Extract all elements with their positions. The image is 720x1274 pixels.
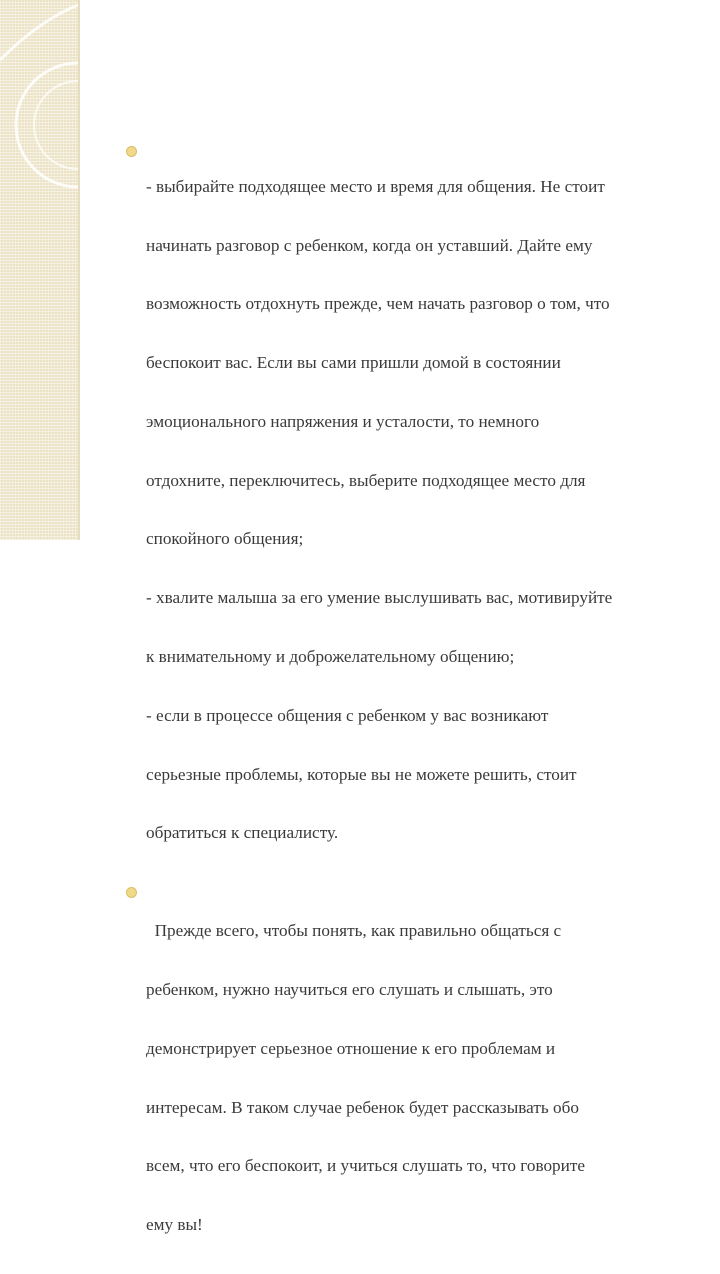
text-line: беспокоит вас. Если вы сами пришли домой в состоянии [146, 353, 561, 373]
text-line: - если в процессе общения с ребенком у вас возникают [146, 705, 549, 725]
text-line: демонстрирует серьезное отношение к его проблемам и [146, 1038, 556, 1058]
text-line: интересам. В таком случае ребенок будет рассказывать обо [146, 1097, 579, 1117]
text-line: спокойного общения; [146, 529, 304, 549]
text-line: начинать разговор с ребенком, когда он уставший. Дайте ему [146, 235, 593, 255]
text-line: возможность отдохнуть прежде, чем начать разговор о том, что [146, 294, 610, 314]
text-line: серьезные проблемы, которые вы не можете решить, стоит [146, 764, 577, 784]
decorative-circles [0, 0, 78, 540]
slide-body [128, 118, 700, 1274]
text-line: к внимательному и доброжелательному общению; [146, 647, 515, 667]
bullet-item [128, 138, 700, 883]
text-line: всем, что его беспокоит, и учиться слушать то, что говорите [146, 1156, 585, 1176]
paragraph-lines [146, 138, 700, 883]
text-line: обратиться к специалисту. [146, 823, 339, 843]
text-line: ребенком, нужно научиться его слушать и слышать, это [146, 980, 553, 1000]
text-line: - хвалите малыша за его умение выслушивать вас, мотивируйте [146, 588, 613, 608]
text-line: эмоционального напряжения и усталости, то немного [146, 411, 540, 431]
bullet-item [128, 882, 700, 1274]
paragraph-lines [146, 882, 700, 1274]
text-line: - выбирайте подходящее место и время для общения. Не стоит [146, 176, 605, 196]
text-line: отдохните, переключитесь, выберите подходящее место для [146, 470, 586, 490]
bullet-dot-icon [126, 146, 137, 157]
band-edge-line [78, 0, 80, 540]
bullet-dot-icon [126, 887, 137, 898]
decorative-side-band [0, 0, 78, 540]
text-line: ему вы! [146, 1215, 203, 1235]
text-line: Прежде всего, чтобы понять, как правильно общаться с [146, 921, 562, 941]
